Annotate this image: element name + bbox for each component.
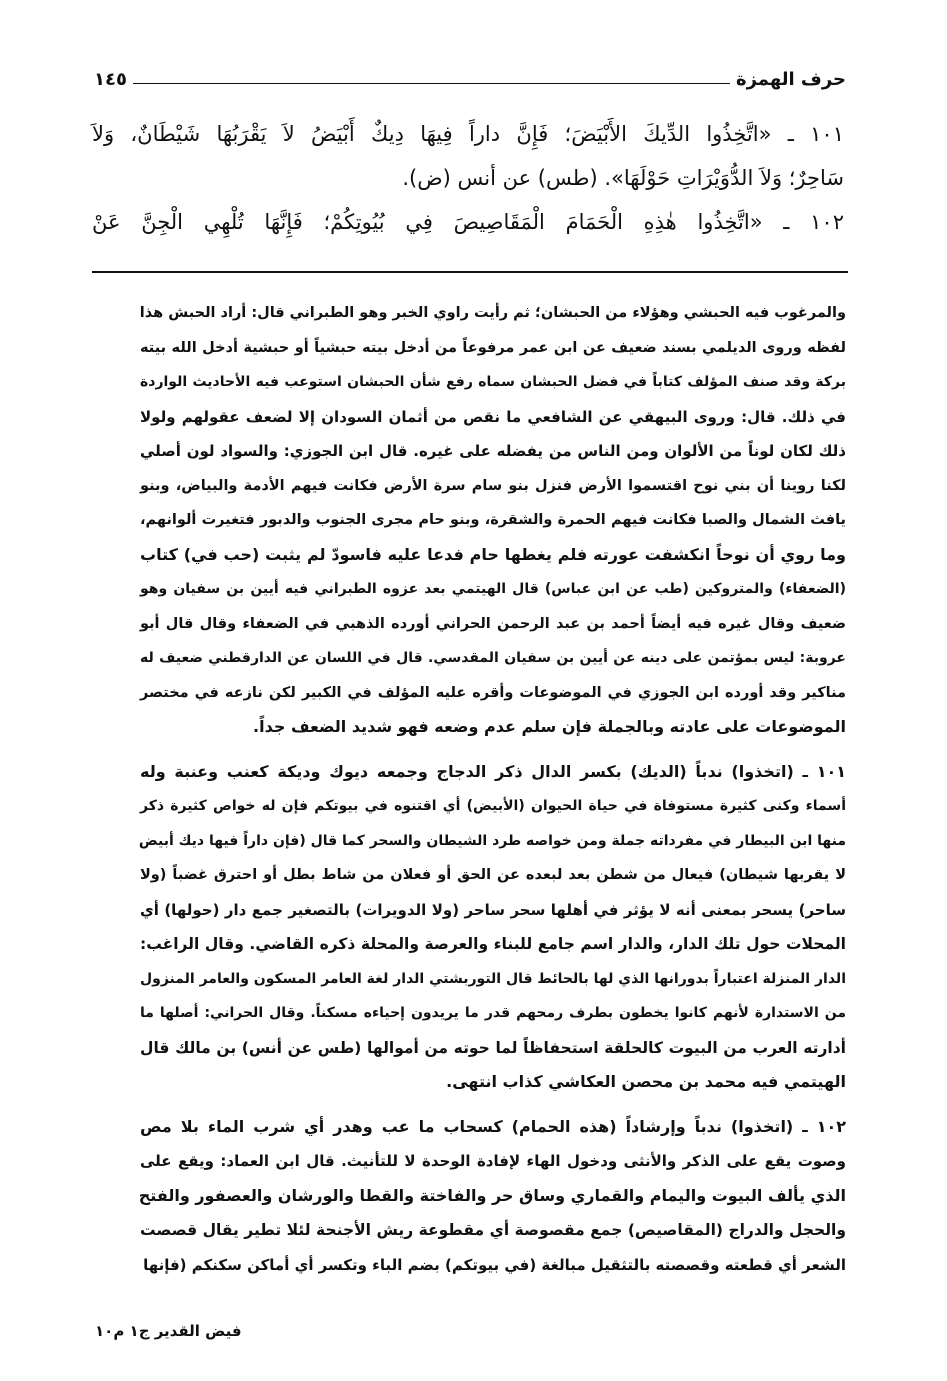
section-divider: [92, 271, 848, 273]
page-number: ١٤٥: [94, 69, 127, 90]
commentary-paragraph: [140, 1110, 846, 1283]
running-header: [94, 60, 846, 90]
commentary-line: ذلك لكان لوناً من الألوان ومن الناس من يفضله على غيره. قال ابن الجوزي: والسواد لون أصلي: [140, 442, 846, 460]
hadith-line: ١٠٢ ـ «اتَّخِذُوا هٰذِهِ الْحَمَامَ الْمَقَاصِيصَ فِي بُيُوتِكُمْ؛ فَإِنَّهَا تُلْهِي الْجِنَّ عَنْ: [92, 210, 844, 234]
chapter-title: حرف الهمزة: [735, 69, 846, 90]
commentary-line: عروبة: ليس بمؤتمن على دينه عن أيين بن سفيان المقدسي. قال في اللسان عن الدارقطني ضعيف له: [140, 650, 846, 666]
commentary-line: الدار المنزلة اعتباراً بدورانها الذي لها بالحائط قال التوربشتي الدار لغة العامر المسكون والعامر المنزول: [140, 970, 846, 987]
commentary-line: والمرغوب فيه الحبشي وهؤلاء من الحبشان؛ ثم رأيت راوي الخبر وهو الطبراني قال: أراد الحبش هذا: [139, 305, 846, 321]
commentary-line: يافث الشمال والصبا فكانت فيهم الحمرة والشقرة، وبنو حام مجرى الجنوب والدبور فتغيرت ألوانهم،: [140, 512, 846, 528]
commentary-paragraph: [140, 296, 846, 745]
commentary-line: أدارته العرب من البيوت كالحلقة استحفاظاً لما حوته من أموالها (طس عن أنس) بن مالك قال: [140, 1038, 846, 1057]
hadith-text: [92, 112, 844, 244]
commentary-line: ١٠٢ ـ (اتخذوا) ندباً وإرشاداً (هذه الحمام) كسحاب ما عب وهدر أي شرب الماء بلا مص: [140, 1116, 846, 1136]
commentary-line: بركة وقد صنف المؤلف كتاباً في فضل الحبشان سماه رفع شأن الحبشان استوعب فيه الأحاديث الواردة: [140, 374, 846, 390]
commentary-line: الهيتمي فيه محمد بن محصن العكاشي كذاب انتهى.: [446, 1072, 846, 1091]
commentary-line: في ذلك. قال: وروى البيهقي عن الشافعي ما نقص من أثمان السودان إلا لضعف عقولهم ولولا: [140, 407, 846, 426]
commentary-line: الشعر أي قطعته وقصصته بالتثقيل مبالغة (في بيوتكم) بضم الباء وتكسر أي أماكن سكنكم (فإنها: [143, 1255, 846, 1274]
commentary-line: الموضوعات على عادته وبالجملة فإن سلم عدم وضعه فهو شديد الضعف جداً.: [253, 717, 846, 736]
commentary-line: والحجل والدراج (المقاصيص) جمع مقصوصة أي مقطوعة ريش الأجنحة لئلا تطير يقال قصصت: [140, 1221, 846, 1239]
hadith-line: ١٠١ ـ «اتَّخِذُوا الدِّيكَ الأَبْيَضَ؛ فَإِنَّ داراً فِيهَا دِيكٌ أَبْيَضُ لاَ يَقْرَبُهَا شَيْطَانٌ، وَلاَ: [92, 122, 844, 146]
commentary: [140, 296, 846, 1292]
commentary-line: أسماء وكنى كثيرة مستوفاة في حياة الحيوان (الأبيض) أي اقتنوه في بيوتكم فإن له خواص كثيرة ذكر: [140, 798, 846, 814]
commentary-paragraph: [140, 755, 846, 1100]
commentary-line: لفظه وروى الديلمي بسند ضعيف عن ابن عمر مرفوعاً من أدخل بيته حبشياً أو حبشية أدخل الله بيته: [140, 339, 846, 356]
commentary-line: ضعيف وقال غيره فيه أيضاً أحمد بن عبد الرحمن الحراني أورده الذهبي في الضعفاء وقال قال أبو: [140, 615, 846, 632]
commentary-line: من الاستدارة لأنهم كانوا يخطون بطرف رمحهم قدر ما يريدون إحياءه مسكناً. وقال الحراني: أصلها ما: [140, 1005, 846, 1021]
commentary-line: المحلات حول تلك الدار، والدار اسم جامع للبناء والعرصة والمحلة ذكره القاضي. وقال الراغب:: [140, 935, 846, 953]
commentary-line: وما روي أن نوحاً انكشفت عورته فلم يغطها حام فدعا عليه فاسودّ لم يثبت (حب في) كتاب: [140, 544, 846, 564]
hadith-line: سَاحِرٌ؛ وَلاَ الدُّوَيْرَاتِ حَوْلَهَا». (طس) عن أنس (ض).: [402, 166, 844, 190]
commentary-line: لكنا روينا أن بني نوح اقتسموا الأرض فنزل بنو سام سرة الأرض فكانت فيهم الأدمة والبياض، وبنو: [140, 477, 846, 494]
commentary-line: مناكير وقد أورده ابن الجوزي في الموضوعات وأقره عليه المؤلف في الكبير لكن نازعه في مختصر: [140, 684, 846, 701]
commentary-line: لا يقربها شيطان) فيعال من شطن بعد لبعده عن الحق أو فعلان من شاط بطل أو احترق غضباً (ولا: [140, 867, 846, 883]
commentary-line: وصوت يقع على الذكر والأنثى ودخول الهاء لإفادة الوحدة لا للتأنيث. قال ابن العماد: ويقع على: [140, 1152, 846, 1170]
commentary-line: الذي يألف البيوت واليمام والقماري وساق حر والفاختة والقطا والورشان والعصفور والفتح: [138, 1185, 846, 1205]
header-rule: [133, 83, 730, 84]
commentary-line: منها ابن البيطار في مفرداته جملة ومن خواصه طرد الشيطان والسحر كما قال (فإن داراً فيها ديك أبيض: [138, 832, 846, 849]
commentary-line: ساحر) يسحر بمعنى أنه لا يؤثر في أهلها سحر ساحر (ولا الدويرات) بالتصغير جمع دار (حولها) أي: [140, 900, 846, 919]
footer-signature: فيض القدير ج١ م١٠: [95, 1322, 242, 1340]
commentary-line: ١٠١ ـ (اتخذوا) ندباً (الديك) بكسر الدال ذكر الدجاج وجمعه ديوك وديكة كعنب وعنبة وله: [140, 761, 846, 781]
commentary-line: (الضعفاء) والمتروكين (طب عن ابن عباس) قال الهيتمي بعد عزوه الطبراني فيه أيين بن سفيان وهو: [140, 581, 846, 597]
